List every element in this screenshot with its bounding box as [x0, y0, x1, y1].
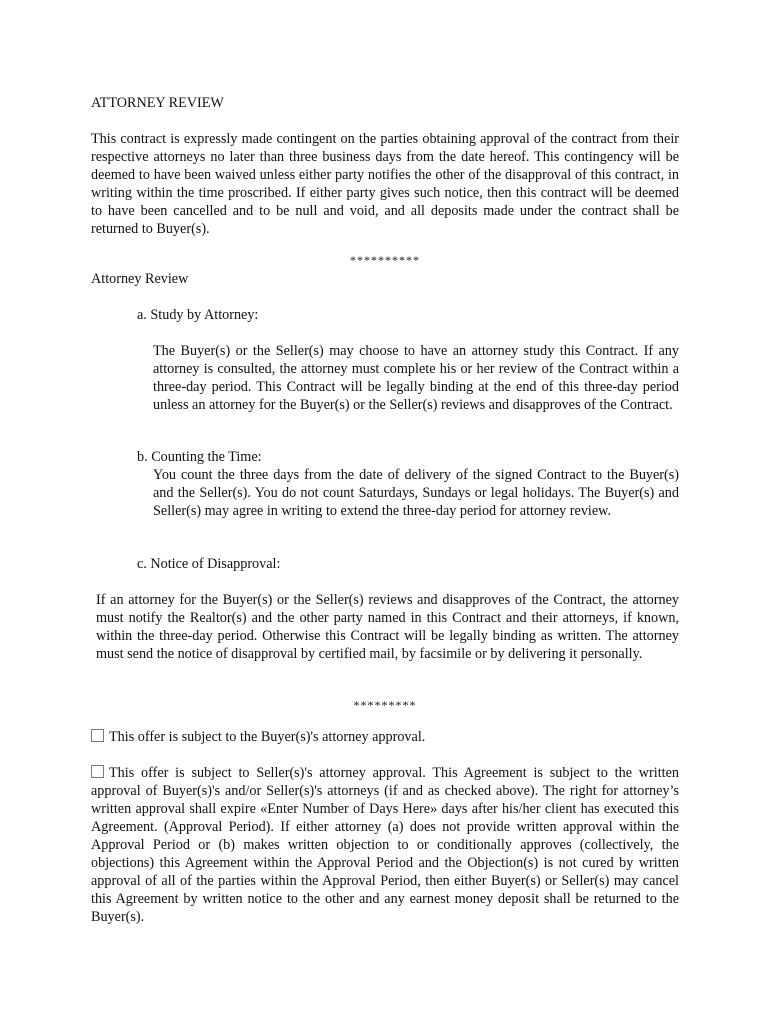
- section-heading: ATTORNEY REVIEW: [91, 95, 224, 111]
- item-b-body: You count the three days from the date of delivery of the signed Contract to the Buyer(s) and the Seller(s). You do not count Saturdays, Sundays or legal holidays. The Buyer(s) and Seller(s) may agree in writing to extend the three-day period for attorney review.: [153, 467, 679, 519]
- subheading: Attorney Review: [91, 271, 189, 287]
- buyer-approval-checkbox[interactable]: [91, 729, 104, 742]
- item-a-label: a. Study by Attorney:: [137, 307, 259, 323]
- option-buyer-approval: [91, 728, 679, 746]
- item-a-body: The Buyer(s) or the Seller(s) may choose to have an attorney study this Contract. If any attorney is consulted, the attorney must complete his or her review of the Contract within a three-day period. This Contract will be legally binding at the end of this three-day period unless an attorney for the Buyer(s) or the Seller(s) reviews and disapproves of the Contract.: [153, 343, 679, 413]
- seller-approval-checkbox[interactable]: [91, 765, 104, 778]
- separator-2: *********: [353, 698, 417, 712]
- intro-paragraph: This contract is expressly made contingent on the parties obtaining approval of the contract from their respective attorneys no later than three business days from the date hereof. This contingency will be deemed to have been waived unless either party notifies the other of the disapproval of this contract, in writing within the time proscribed. If either party gives such notice, then this contract will be deemed to have been cancelled and to be null and void, and all deposits made under the contract shall be returned to Buyer(s).: [91, 131, 679, 237]
- separator: **********: [350, 253, 420, 267]
- item-c-label: c. Notice of Disapproval:: [137, 556, 281, 572]
- option-text: This offer is subject to the Buyer(s)'s attorney approval.: [109, 729, 426, 745]
- option-text: This offer is subject to Seller(s)'s attorney approval. This Agreement is subject to the written approval of Buyer(s)'s and/or Seller(s)'s attorneys (if and as checked above). The right for attorney’s written approval shall expire «Enter Number of Days Here» days after his/her client has executed this Agreement. (Approval Period). If either attorney (a) does not provide written approval within the Approval Period or (b) makes written objection to or conditionally approves (collectively, the objections) this Agreement within the Approval Period and the Objection(s) is not cured by written approval of all of the parties within the Approval Period, then either Buyer(s) or Seller(s) may cancel this Agreement by written notice to the other and any earnest money deposit shall be returned to the Buyer(s).: [91, 765, 679, 925]
- item-b-label: b. Counting the Time:: [137, 449, 262, 465]
- item-c-body: If an attorney for the Buyer(s) or the Seller(s) reviews and disapproves of the Contract, the attorney must notify the Realtor(s) and the other party named in this Contract and their attorneys, if known, within the three-day period. Otherwise this Contract will be legally binding as written. The attorney must send the notice of disapproval by certified mail, by facsimile or by delivering it personally.: [96, 592, 679, 662]
- option-seller-approval: [91, 764, 679, 926]
